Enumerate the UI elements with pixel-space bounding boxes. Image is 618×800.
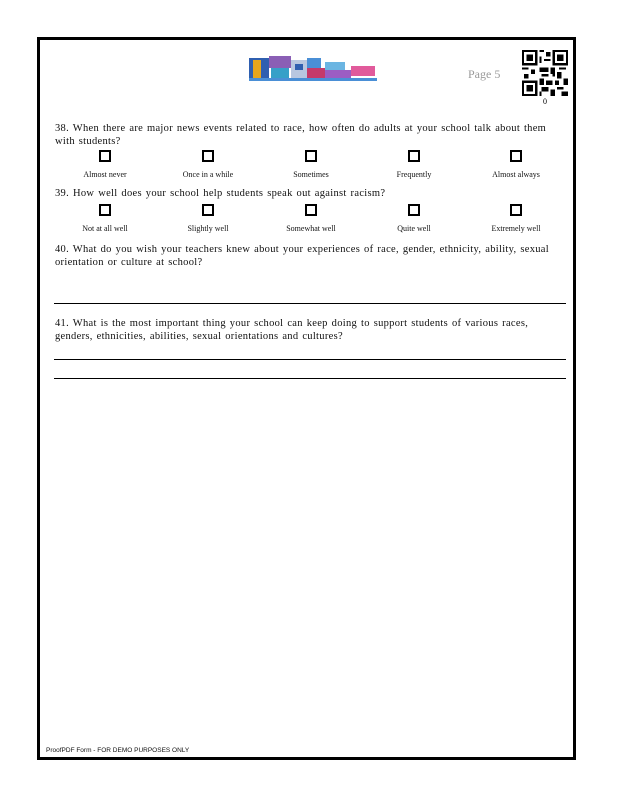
qr-code [522,50,568,96]
option-label: Once in a while [182,170,234,179]
checkbox[interactable] [510,150,522,162]
form-page [37,37,576,760]
checkbox[interactable] [408,150,420,162]
option-label: Slightly well [187,224,229,233]
checkbox[interactable] [99,204,111,216]
q39-option-not-at-all-well[interactable] [50,204,160,234]
q39-option-quite-well[interactable] [359,204,469,234]
qr-caption: 0 [543,97,547,106]
option-label: Sometimes [293,170,329,179]
q38-option-almost-always[interactable] [461,150,571,180]
option-label: Not at all well [82,224,128,233]
school-logo [249,56,377,82]
q38-option-sometimes[interactable] [256,150,366,180]
checkbox[interactable] [99,150,111,162]
question-40-text: 40. What do you wish your teachers knew about your experiences of race, gender, ethnicity, ability, sexual orientation or culture at school? [55,244,549,268]
q41-answer-line-2[interactable] [54,362,566,379]
option-label: Quite well [397,224,431,233]
q39-option-somewhat-well[interactable] [256,204,366,234]
q38-option-frequently[interactable] [359,150,469,180]
q40-answer-line[interactable] [54,287,566,304]
q41-answer-line-1[interactable] [54,343,566,360]
checkbox[interactable] [305,150,317,162]
checkbox[interactable] [510,204,522,216]
checkbox[interactable] [408,204,420,216]
option-label: Almost never [83,170,127,179]
checkbox[interactable] [202,204,214,216]
option-label: Frequently [396,170,432,179]
q38-option-once-in-a-while[interactable] [153,150,263,180]
option-label: Somewhat well [286,224,336,233]
checkbox[interactable] [305,204,317,216]
question-41-text: 41. What is the most important thing your school can keep doing to support students of various races, genders, ethnicities, abilities, sexual orientations and cultures? [55,318,529,342]
option-label: Extremely well [491,224,541,233]
q38-option-almost-never[interactable] [50,150,160,180]
page-number: Page 5 [468,67,501,81]
question-38-text: 38. When there are major news events related to race, how often do adults at your school talk about them with students? [55,123,547,147]
checkbox[interactable] [202,150,214,162]
footer-text: ProofPDF Form - FOR DEMO PURPOSES ONLY [46,747,190,754]
option-label: Almost always [492,170,540,179]
question-39-text: 39. How well does your school help students speak out against racism? [55,188,386,199]
q39-option-slightly-well[interactable] [153,204,263,234]
q39-option-extremely-well[interactable] [461,204,571,234]
